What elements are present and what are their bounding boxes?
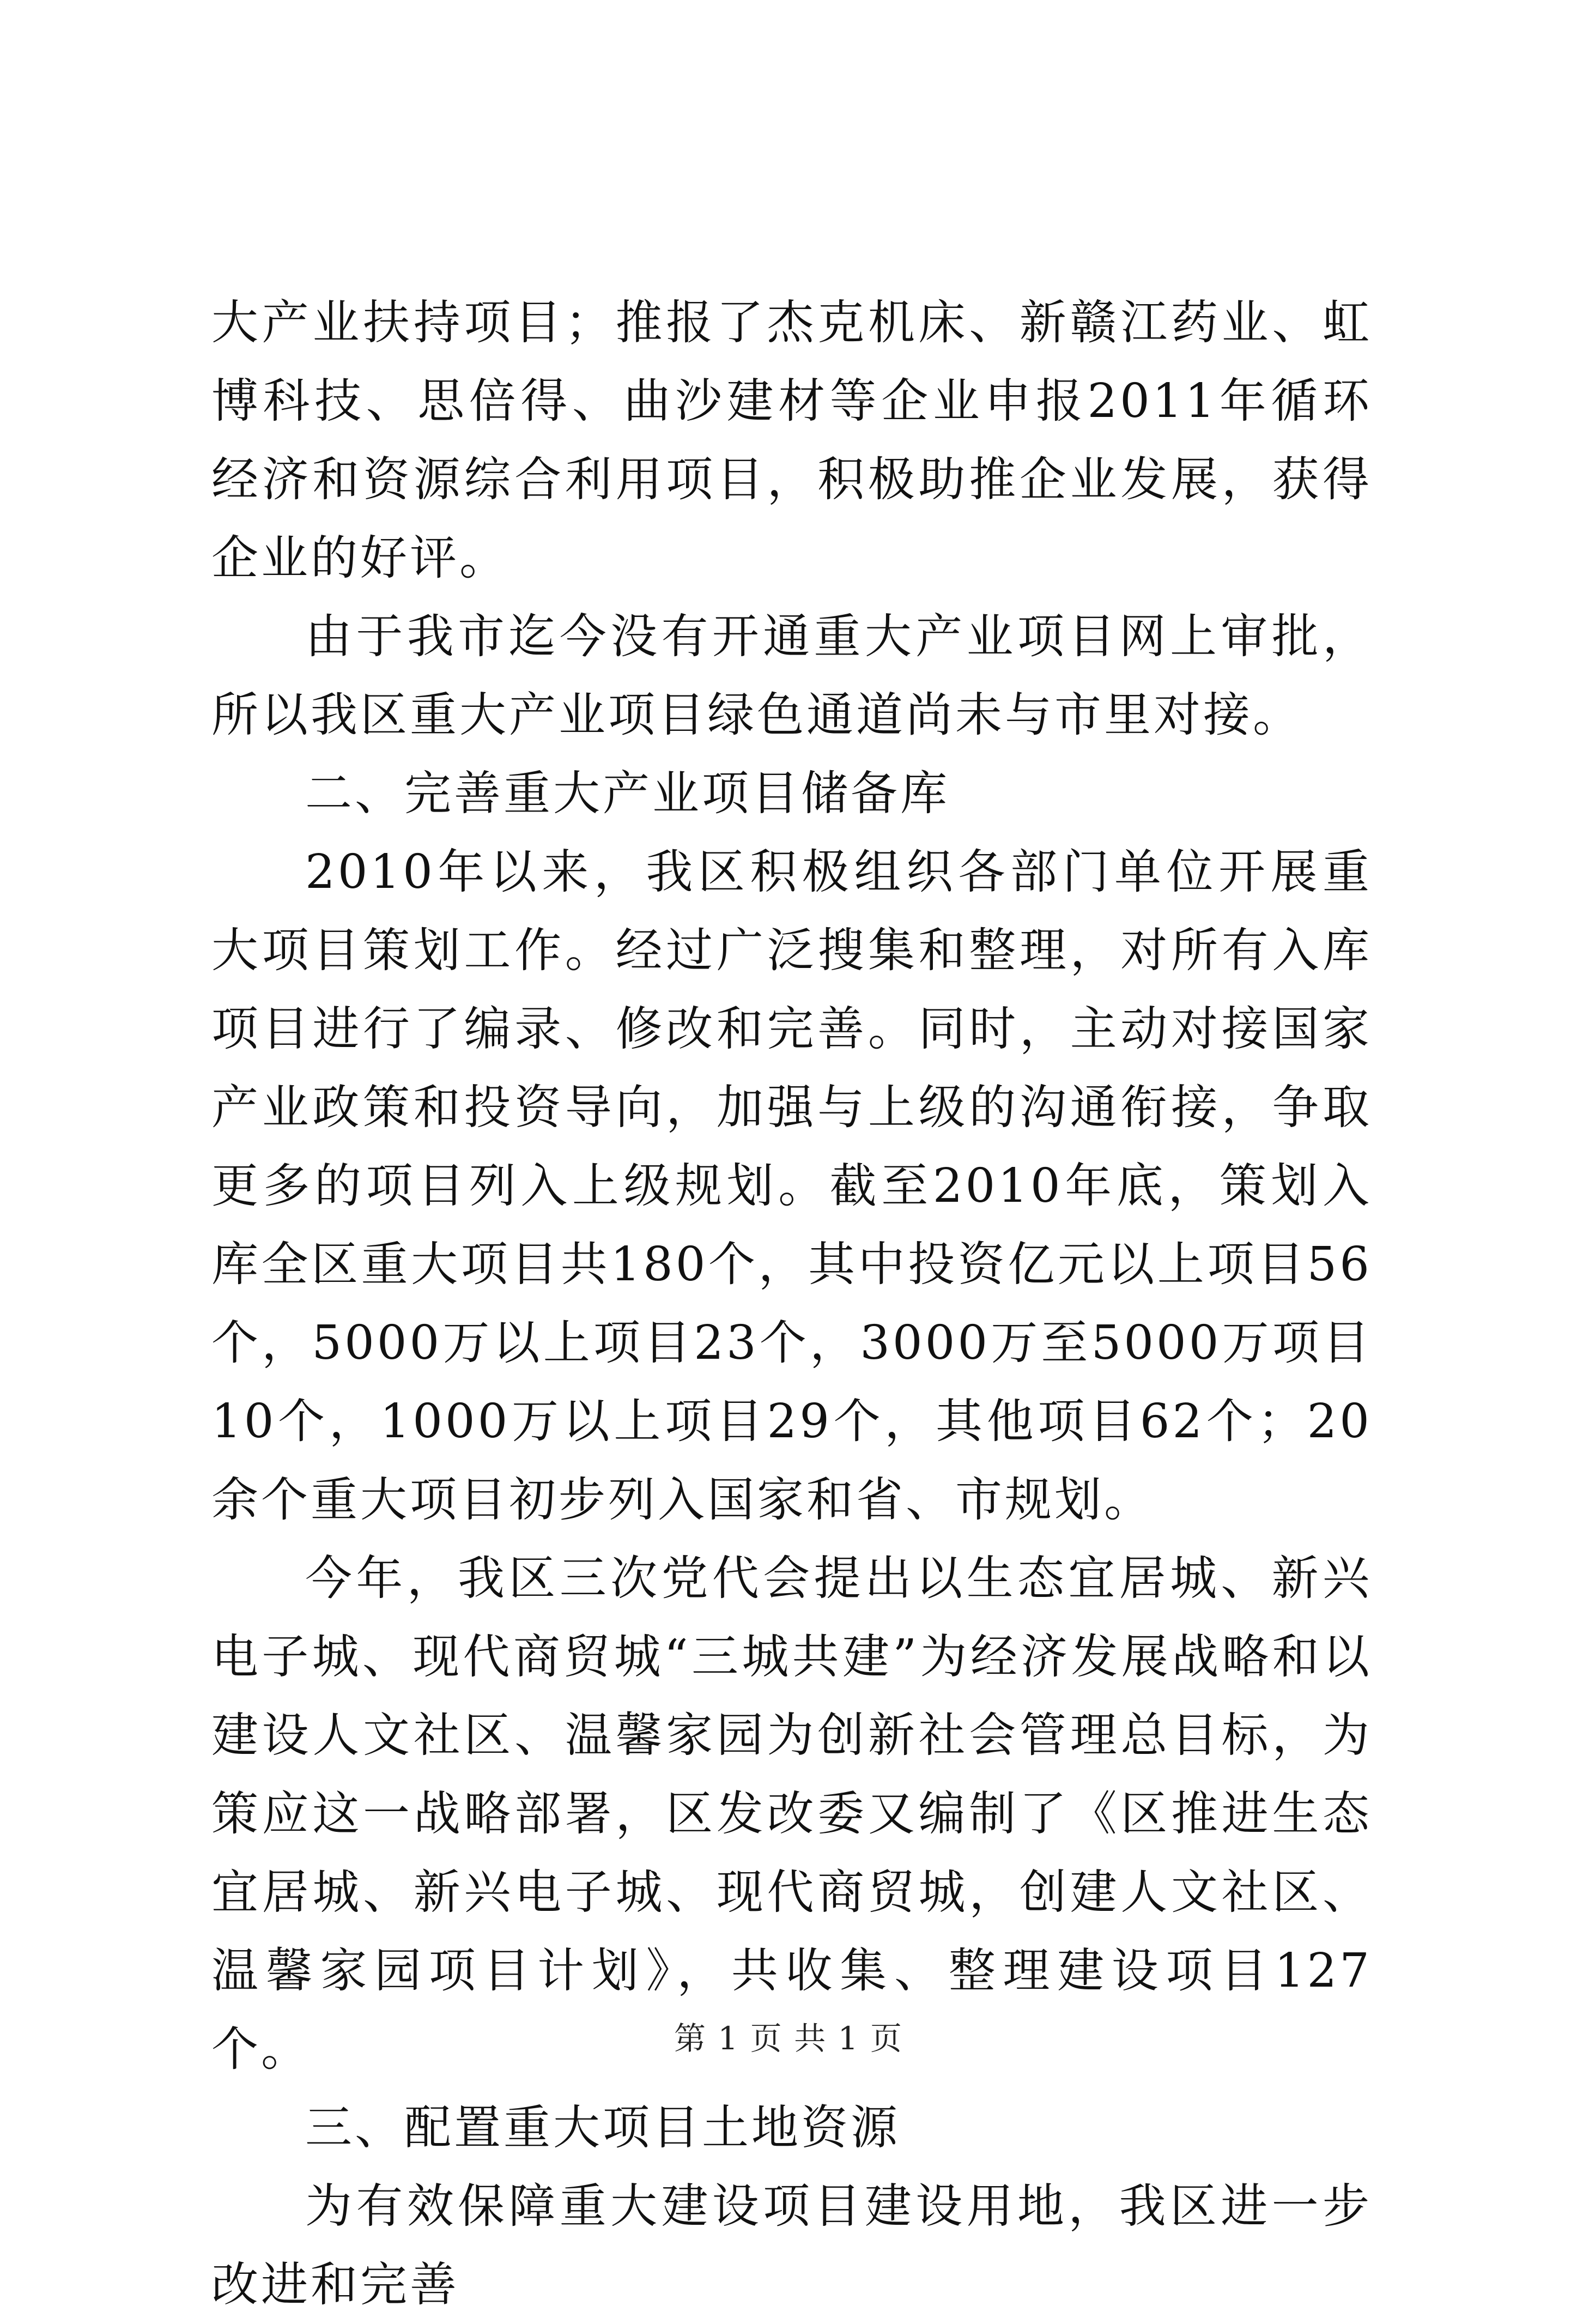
paragraph: 大产业扶持项目；推报了杰克机床、新赣江药业、虹博科技、思倍得、曲沙建材等企业申报2011年循环经济和资源综合利用项目，积极助推企业发展，获得企业的好评。 <box>211 295 1372 585</box>
paragraph: 2010年以来，我区积极组织各部门单位开展重大项目策划工作。经过广泛搜集和整理，对所有入库项目进行了编录、修改和完善。同时，主动对接国家产业政策和投资导向，加强与上级的沟通衔接，争取更多的项目列入上级规划。截至2010年底，策划入库全区重大项目共180个，其中投资亿元以上项目56个，5000万以上项目23个，3000万至5000万项目10个，1000万以上项目29个，其他项目62个；20余个重大项目初步列入国家和省、市规划。 <box>211 845 1372 1527</box>
section-heading: 三、配置重大项目土地资源 <box>305 2101 900 2155</box>
paragraph: 今年，我区三次党代会提出以生态宜居城、新兴电子城、现代商贸城“三城共建”为经济发展战略和以建设人文社区、温馨家园为创新社会管理总目标，为策应这一战略部署，区发改委又编制了《区推进生态宜居城、新兴电子城、现代商贸城，创建人文社区、温馨家园项目计划》，共收集、整理建设项目127个。 <box>211 1551 1372 2077</box>
paragraph: 为有效保障重大建设项目建设用地，我区进一步改进和完善 <box>211 2179 1372 2312</box>
page-footer: 第 1 页 共 1 页 <box>674 2020 903 2057</box>
paragraph: 由于我市迄今没有开通重大产业项目网上审批，所以我区重大产业项目绿色通道尚未与市里对接。 <box>211 609 1372 742</box>
section-heading: 二、完善重大产业项目储备库 <box>305 766 950 821</box>
